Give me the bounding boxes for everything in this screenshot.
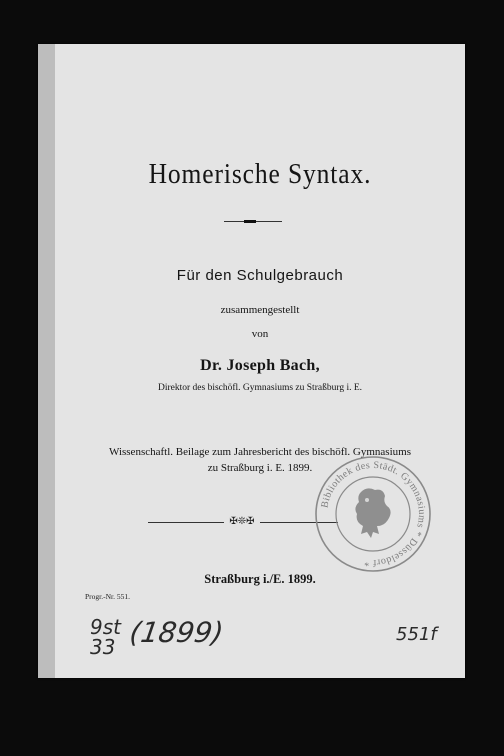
document-subtitle: Für den Schulgebrauch xyxy=(176,267,344,284)
document-title: Homerische Syntax. xyxy=(148,158,372,190)
place-and-year: Straßburg i./E. 1899. xyxy=(204,572,316,586)
ornament-icon: ✠❊✠ xyxy=(224,515,260,529)
stamp-text: Bibliothek des Städt. Gymnasiums * Düsseldorf * xyxy=(319,459,428,569)
supplement-line-2: zu Straßburg i. E. 1899. xyxy=(207,462,313,474)
shelfmark-top: 9st xyxy=(90,615,121,639)
library-stamp-icon xyxy=(313,454,433,574)
author-position: Direktor des bischöfl. Gymnasiums zu Straßburg i. E. xyxy=(157,383,363,393)
coat-of-arms-lion-icon xyxy=(355,488,390,538)
title-page xyxy=(38,44,465,678)
compiled-label: zusammengestellt xyxy=(220,304,300,316)
handwritten-year: (1899) xyxy=(127,616,226,649)
supplement-line-1: Wissenschaftl. Beilage zum Jahresbericht des bischöfl. Gymnasiums xyxy=(109,446,411,458)
handwritten-shelfmark xyxy=(90,617,121,657)
shelfmark-bottom: 33 xyxy=(90,635,116,659)
author-name: Dr. Joseph Bach, xyxy=(200,357,320,374)
by-label: von xyxy=(251,328,269,340)
title-divider xyxy=(224,221,282,222)
program-number: Progr.-Nr. 551. xyxy=(85,592,130,601)
divider-dash xyxy=(244,220,256,223)
binding-spine xyxy=(38,44,55,678)
handwritten-number: 551f xyxy=(396,624,437,645)
